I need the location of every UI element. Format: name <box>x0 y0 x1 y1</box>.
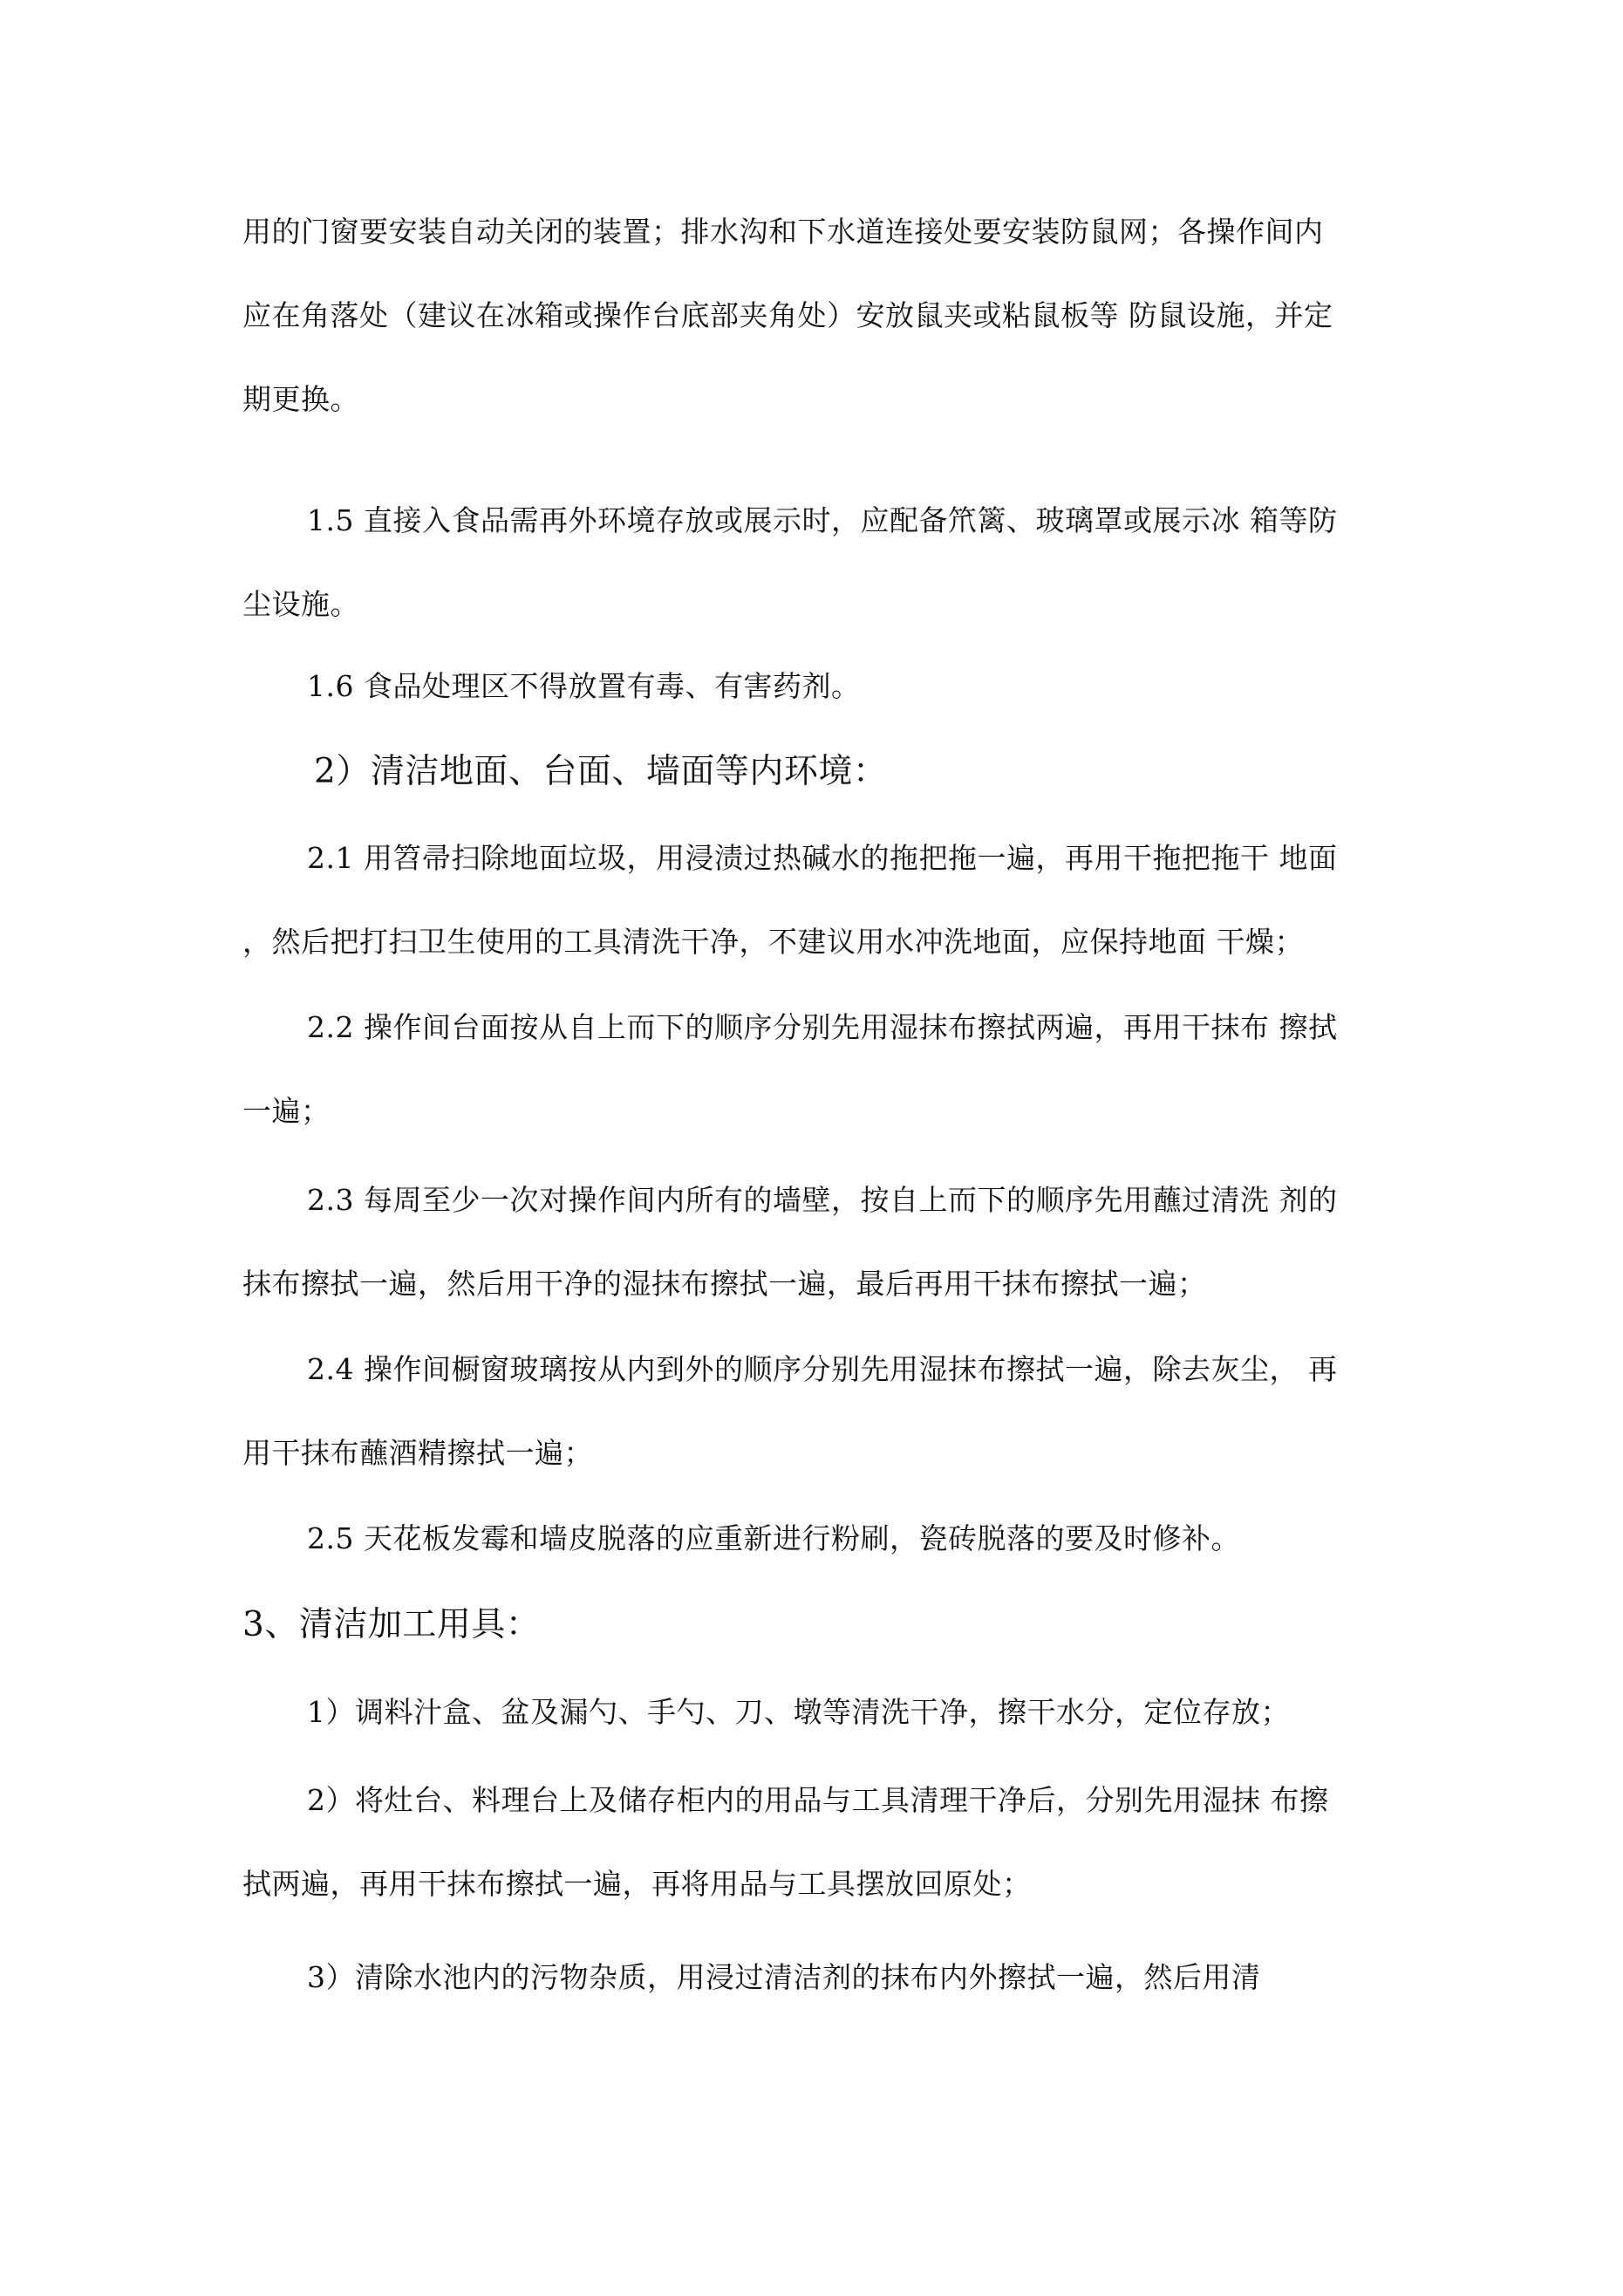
item-1-6: 1.6 食品处理区不得放置有毒、有害药剂。 <box>307 669 861 703</box>
paragraph-line-2: 应在角落处（建议在冰箱或操作台底部夹角处）安放鼠夹或粘鼠板等 防鼠设施，并定 <box>242 298 1333 332</box>
item-2-4-line-2: 用干抹布蘸酒精擦拭一遍； <box>242 1436 593 1470</box>
item-2-3-line-2: 抹布擦拭一遍，然后用干净的湿抹布擦拭一遍，最后再用干抹布擦拭一遍； <box>242 1267 1207 1301</box>
item-3-3-line-1: 3）清除水池内的污物杂质，用浸过清洁剂的抹布内外擦拭一遍，然后用清 <box>307 1960 1261 1994</box>
item-2-1-line-1: 2.1 用笤帚扫除地面垃圾，用浸渍过热碱水的拖把拖一遍，再用干拖把拖干 地面 <box>307 841 1338 875</box>
item-2-5: 2.5 天花板发霉和墙皮脱落的应重新进行粉刷，瓷砖脱落的要及时修补。 <box>307 1521 1240 1555</box>
item-2-2-line-2: 一遍； <box>242 1094 331 1128</box>
item-2-1-line-2: ，然后把打扫卫生使用的工具清洗干净，不建议用水冲洗地面，应保持地面 干燥； <box>242 925 1304 959</box>
paragraph-line-3: 期更换。 <box>242 382 359 416</box>
item-2-2-line-1: 2.2 操作间台面按从自上而下的顺序分别先用湿抹布擦拭两遍，再用干抹布 擦拭 <box>307 1010 1338 1044</box>
paragraph-line-1: 用的门窗要安装自动关闭的装置；排水沟和下水道连接处要安装防鼠网；各操作间内 <box>242 215 1324 249</box>
item-1-5-line-1: 1.5 直接入食品需再外环境存放或展示时，应配备笊篱、玻璃罩或展示冰 箱等防 <box>307 503 1338 537</box>
item-2-4-line-1: 2.4 操作间橱窗玻璃按从内到外的顺序分别先用湿抹布擦拭一遍，除去灰尘， 再 <box>307 1352 1338 1386</box>
section-heading-3: 3、清洁加工用具： <box>242 1605 541 1644</box>
item-3-2-line-1: 2）将灶台、料理台上及储存柜内的用品与工具清理干净后，分别先用湿抹 布擦 <box>307 1783 1329 1817</box>
item-3-1: 1）调料汁盒、盆及漏勺、手勺、刀、墩等清洗干净，擦干水分，定位存放； <box>307 1695 1290 1729</box>
item-2-3-line-1: 2.3 每周至少一次对操作间内所有的墙壁，按自上而下的顺序先用蘸过清洗 剂的 <box>307 1183 1338 1217</box>
item-1-5-line-2: 尘设施。 <box>242 587 359 621</box>
item-3-2-line-2: 拭两遍，再用干抹布擦拭一遍，再将用品与工具摆放回原处； <box>242 1867 1032 1901</box>
section-heading-2: 2）清洁地面、台面、墙面等内环境： <box>314 752 888 791</box>
